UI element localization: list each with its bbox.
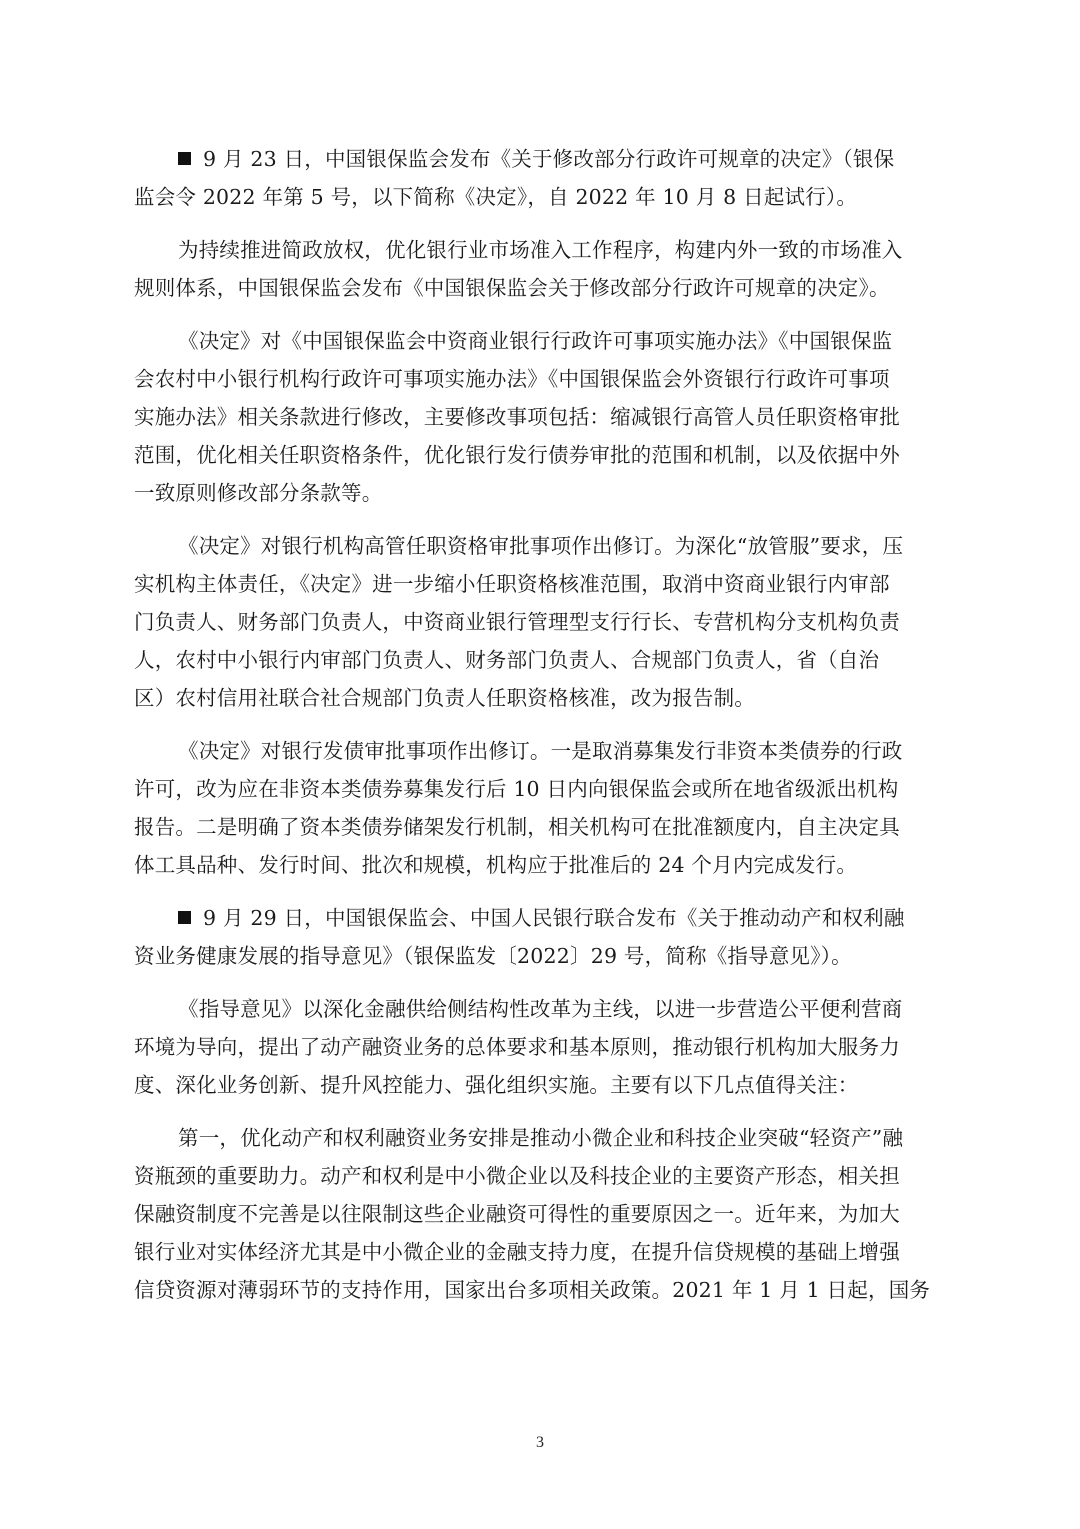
paragraph bbox=[134, 1119, 946, 1309]
text-line bbox=[134, 846, 946, 884]
text-line bbox=[134, 1157, 946, 1195]
line-text: 范围，优化相关任职资格条件，优化银行发行债券审批的范围和机制，以及依据中外 bbox=[134, 443, 900, 467]
line-text: 《决定》对《中国银保监会中资商业银行行政许可事项实施办法》《中国银保监 bbox=[178, 329, 893, 353]
line-text: 区）农村信用社联合社合规部门负责人任职资格核准，改为报告制。 bbox=[134, 686, 755, 710]
text-line bbox=[134, 231, 946, 269]
text-line bbox=[134, 1119, 946, 1157]
text-line bbox=[134, 398, 946, 436]
text-line bbox=[134, 679, 946, 717]
line-text: 一致原则修改部分条款等。 bbox=[134, 481, 383, 505]
text-line bbox=[134, 269, 946, 307]
text-line bbox=[134, 436, 946, 474]
line-text: 体工具品种、发行时间、批次和规模，机构应于批准后的 24 个月内完成发行。 bbox=[134, 853, 858, 877]
text-line bbox=[134, 1271, 946, 1309]
page-number: 3 bbox=[536, 1434, 544, 1451]
text-line bbox=[134, 322, 946, 360]
line-text: 第一，优化动产和权利融资业务安排是推动小微企业和科技企业突破“轻资产”融 bbox=[178, 1126, 904, 1150]
line-text: 9 月 29 日，中国银保监会、中国人民银行联合发布《关于推动动产和权利融 bbox=[203, 906, 905, 930]
document-body bbox=[134, 140, 946, 1324]
line-text: 资瓶颈的重要助力。动产和权利是中小微企业以及科技企业的主要资产形态，相关担 bbox=[134, 1164, 900, 1188]
square-bullet-icon bbox=[178, 152, 191, 165]
line-text: 度、深化业务创新、提升风控能力、强化组织实施。主要有以下几点值得关注： bbox=[134, 1073, 859, 1097]
line-text: 人，农村中小银行内审部门负责人、财务部门负责人、合规部门负责人，省（自治 bbox=[134, 648, 880, 672]
line-text: 信贷资源对薄弱环节的支持作用，国家出台多项相关政策。2021 年 1 月 1 日起，国务 bbox=[134, 1278, 931, 1302]
paragraph bbox=[134, 322, 946, 512]
text-line bbox=[134, 565, 946, 603]
text-line bbox=[134, 808, 946, 846]
text-line bbox=[134, 990, 946, 1028]
text-line bbox=[134, 1028, 946, 1066]
text-line bbox=[134, 641, 946, 679]
line-text: 《决定》对银行发债审批事项作出修订。一是取消募集发行非资本类债券的行政 bbox=[178, 739, 903, 763]
line-text: 监会令 2022 年第 5 号，以下简称《决定》，自 2022 年 10 月 8 日起试行）。 bbox=[134, 185, 858, 209]
text-line bbox=[134, 899, 946, 937]
line-text: 实机构主体责任，《决定》进一步缩小任职资格核准范围，取消中资商业银行内审部 bbox=[134, 572, 890, 596]
text-line bbox=[134, 1233, 946, 1271]
line-text: 门负责人、财务部门负责人，中资商业银行管理型支行行长、专营机构分支机构负责 bbox=[134, 610, 900, 634]
text-line bbox=[134, 1066, 946, 1104]
line-text: 《指导意见》以深化金融供给侧结构性改革为主线，以进一步营造公平便利营商 bbox=[178, 997, 903, 1021]
paragraph bbox=[134, 527, 946, 717]
line-text: 9 月 23 日，中国银保监会发布《关于修改部分行政许可规章的决定》（银保 bbox=[203, 147, 895, 171]
line-text: 许可，改为应在非资本类债券募集发行后 10 日内向银保监会或所在地省级派出机构 bbox=[134, 777, 899, 801]
line-text: 资业务健康发展的指导意见》（银保监发〔2022〕29 号，简称《指导意见》）。 bbox=[134, 944, 852, 968]
text-line bbox=[134, 770, 946, 808]
line-text: 《决定》对银行机构高管任职资格审批事项作出修订。为深化“放管服”要求，压 bbox=[178, 534, 904, 558]
line-text: 实施办法》相关条款进行修改，主要修改事项包括：缩减银行高管人员任职资格审批 bbox=[134, 405, 900, 429]
line-text: 保融资制度不完善是以往限制这些企业融资可得性的重要原因之一。近年来，为加大 bbox=[134, 1202, 900, 1226]
text-line bbox=[134, 603, 946, 641]
text-line bbox=[134, 360, 946, 398]
bullet-paragraph bbox=[134, 899, 946, 975]
text-line bbox=[134, 474, 946, 512]
text-line bbox=[134, 937, 946, 975]
line-text: 为持续推进简政放权，优化银行业市场准入工作程序，构建内外一致的市场准入 bbox=[178, 238, 903, 262]
line-text: 报告。二是明确了资本类债券储架发行机制，相关机构可在批准额度内，自主决定具 bbox=[134, 815, 900, 839]
line-text: 会农村中小银行机构行政许可事项实施办法》《中国银保监会外资银行行政许可事项 bbox=[134, 367, 890, 391]
line-text: 规则体系，中国银保监会发布《中国银保监会关于修改部分行政许可规章的决定》。 bbox=[134, 276, 890, 300]
text-line bbox=[134, 527, 946, 565]
text-line bbox=[134, 178, 946, 216]
bullet-paragraph bbox=[134, 140, 946, 216]
paragraph bbox=[134, 732, 946, 884]
line-text: 环境为导向，提出了动产融资业务的总体要求和基本原则，推动银行机构加大服务力 bbox=[134, 1035, 900, 1059]
text-line bbox=[134, 140, 946, 178]
text-line bbox=[134, 1195, 946, 1233]
line-text: 银行业对实体经济尤其是中小微企业的金融支持力度，在提升信贷规模的基础上增强 bbox=[134, 1240, 900, 1264]
paragraph bbox=[134, 990, 946, 1104]
paragraph bbox=[134, 231, 946, 307]
text-line bbox=[134, 732, 946, 770]
square-bullet-icon bbox=[178, 911, 191, 924]
